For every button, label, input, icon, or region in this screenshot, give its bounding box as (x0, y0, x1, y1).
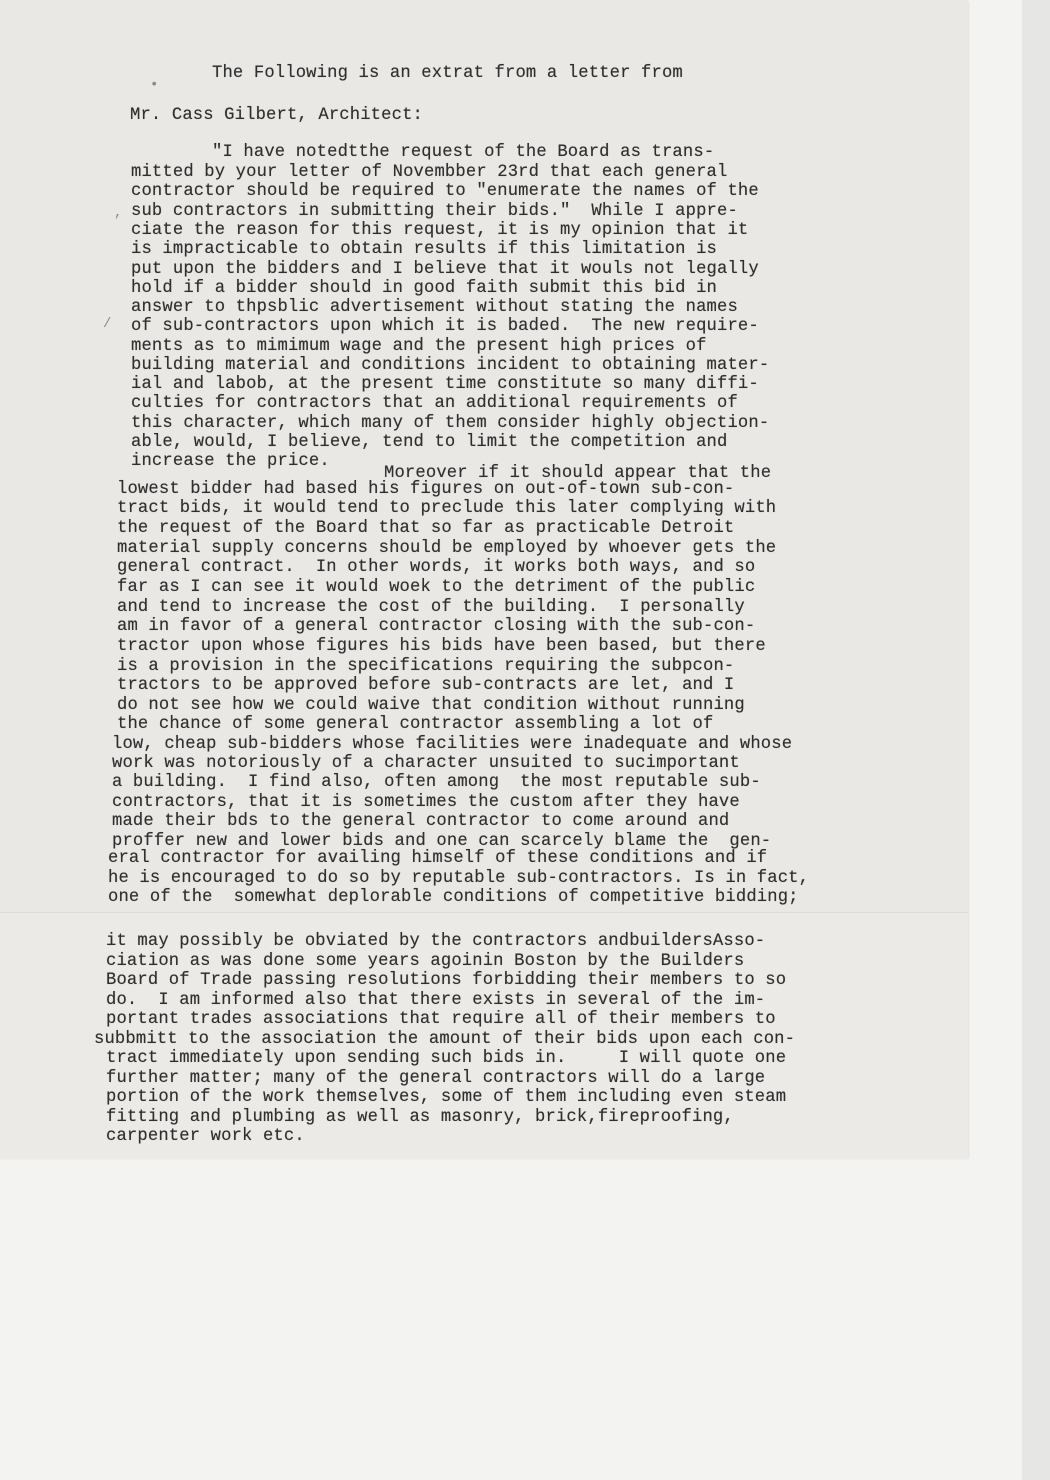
body-line: lowest bidder had based his figures on out-of-town sub-con- (117, 480, 735, 499)
letter-heading: The Following is an extrat from a letter from (212, 64, 683, 83)
body-line: made their bds to the general contractor to come around and (112, 812, 730, 831)
body-line: is impracticable to obtain results if this limitation is (131, 240, 717, 259)
body-line: am in favor of a general contractor closing with the sub-con- (117, 617, 756, 636)
stray-mark: , (114, 205, 123, 221)
body-line: tractors to be approved before sub-contracts are let, and I (117, 676, 735, 695)
body-line: the chance of some general contractor assembling a lot of (117, 715, 714, 734)
body-line: portion of the work themselves, some of them including even steam (106, 1088, 787, 1107)
body-line: eral contractor for availing himself of these conditions and if (108, 849, 768, 868)
body-line: material supply concerns should be employed by whoever gets the (117, 539, 777, 558)
body-line: far as I can see it would woek to the detriment of the public (117, 578, 756, 597)
body-line: carpenter work etc. (106, 1127, 305, 1146)
body-line: portant trades associations that require all of their members to (106, 1010, 776, 1029)
body-line: ciation as was done some years agoinin Boston by the Builders (106, 952, 745, 971)
body-line: work was notoriously of a character unsuited to sucimportant (112, 754, 740, 773)
body-line: sub contractors in submitting their bids." While I appre- (131, 202, 738, 221)
body-line: culties for contractors that an additional requirements of (131, 394, 738, 413)
body-line: one of the somewhat deplorable conditions of competitive bidding; (108, 888, 799, 907)
body-line: it may possibly be obviated by the contractors andbuildersAsso- (106, 932, 766, 951)
body-line: do. I am informed also that there exists in several of the im- (106, 991, 766, 1010)
body-line: able, would, I believe, tend to limit the competition and (131, 433, 728, 452)
body-line: contractor should be required to "enumerate the names of the (131, 182, 759, 201)
body-line: proffer new and lower bids and one can scarcely blame the gen- (112, 832, 772, 851)
body-line: tract bids, it would tend to preclude this later complying with (117, 499, 777, 518)
letter-salutation: Mr. Cass Gilbert, Architect: (130, 106, 423, 125)
body-line: fitting and plumbing as well as masonry, brick,fireproofing, (106, 1108, 734, 1127)
stray-mark: / (103, 316, 112, 332)
body-line: this character, which many of them consider highly objection- (131, 414, 770, 433)
body-line: mitted by your letter of Novembber 23rd that each general (131, 163, 728, 182)
body-line: the request of the Board that so far as practicable Detroit (117, 519, 735, 538)
body-line: ciate the reason for this request, it is my opinion that it (131, 221, 749, 240)
body-line: and tend to increase the cost of the building. I personally (117, 598, 745, 617)
body-line: Board of Trade passing resolutions forbidding their members to so (106, 971, 787, 990)
body-line: tractor upon whose figures his bids have been based, but there (117, 637, 766, 656)
body-line: contractors, that it is sometimes the custom after they have (112, 793, 740, 812)
body-line: general contract. In other words, it works both ways, and so (117, 558, 756, 577)
body-line: of sub-contractors upon which it is baded. The new require- (131, 317, 759, 336)
body-line: tract immediately upon sending such bids in. I will quote one (106, 1049, 787, 1068)
stray-mark: • (150, 77, 159, 93)
body-line: is a provision in the specifications requiring the subpcon- (117, 657, 735, 676)
body-line: increase the price. (131, 452, 330, 471)
body-line: "I have notedtthe request of the Board as trans- (212, 143, 715, 162)
body-line: do not see how we could waive that condition without running (117, 696, 745, 715)
body-line: further matter; many of the general contractors will do a large (106, 1069, 766, 1088)
body-line: put upon the bidders and I believe that it wouls not legally (131, 260, 759, 279)
body-line: subbmitt to the association the amount of their bids upon each con- (94, 1030, 796, 1049)
body-line: a building. I find also, often among the most reputable sub- (112, 773, 761, 792)
background-edge (1022, 0, 1050, 1480)
body-line: low, cheap sub-bidders whose facilities were inadequate and whose (112, 735, 793, 754)
body-line: ments as to mimimum wage and the present high prices of (131, 337, 707, 356)
body-line: hold if a bidder should in good faith submit this bid in (131, 279, 717, 298)
body-line: he is encouraged to do so by reputable sub-contractors. Is in fact, (108, 869, 810, 888)
body-line: Moreover if it should appear that the (384, 464, 772, 483)
body-line: answer to thpsblic advertisement without stating the names (131, 298, 738, 317)
body-line: building material and conditions incident to obtaining mater- (131, 356, 770, 375)
body-line: ial and labob, at the present time constitute so many diffi- (131, 375, 759, 394)
